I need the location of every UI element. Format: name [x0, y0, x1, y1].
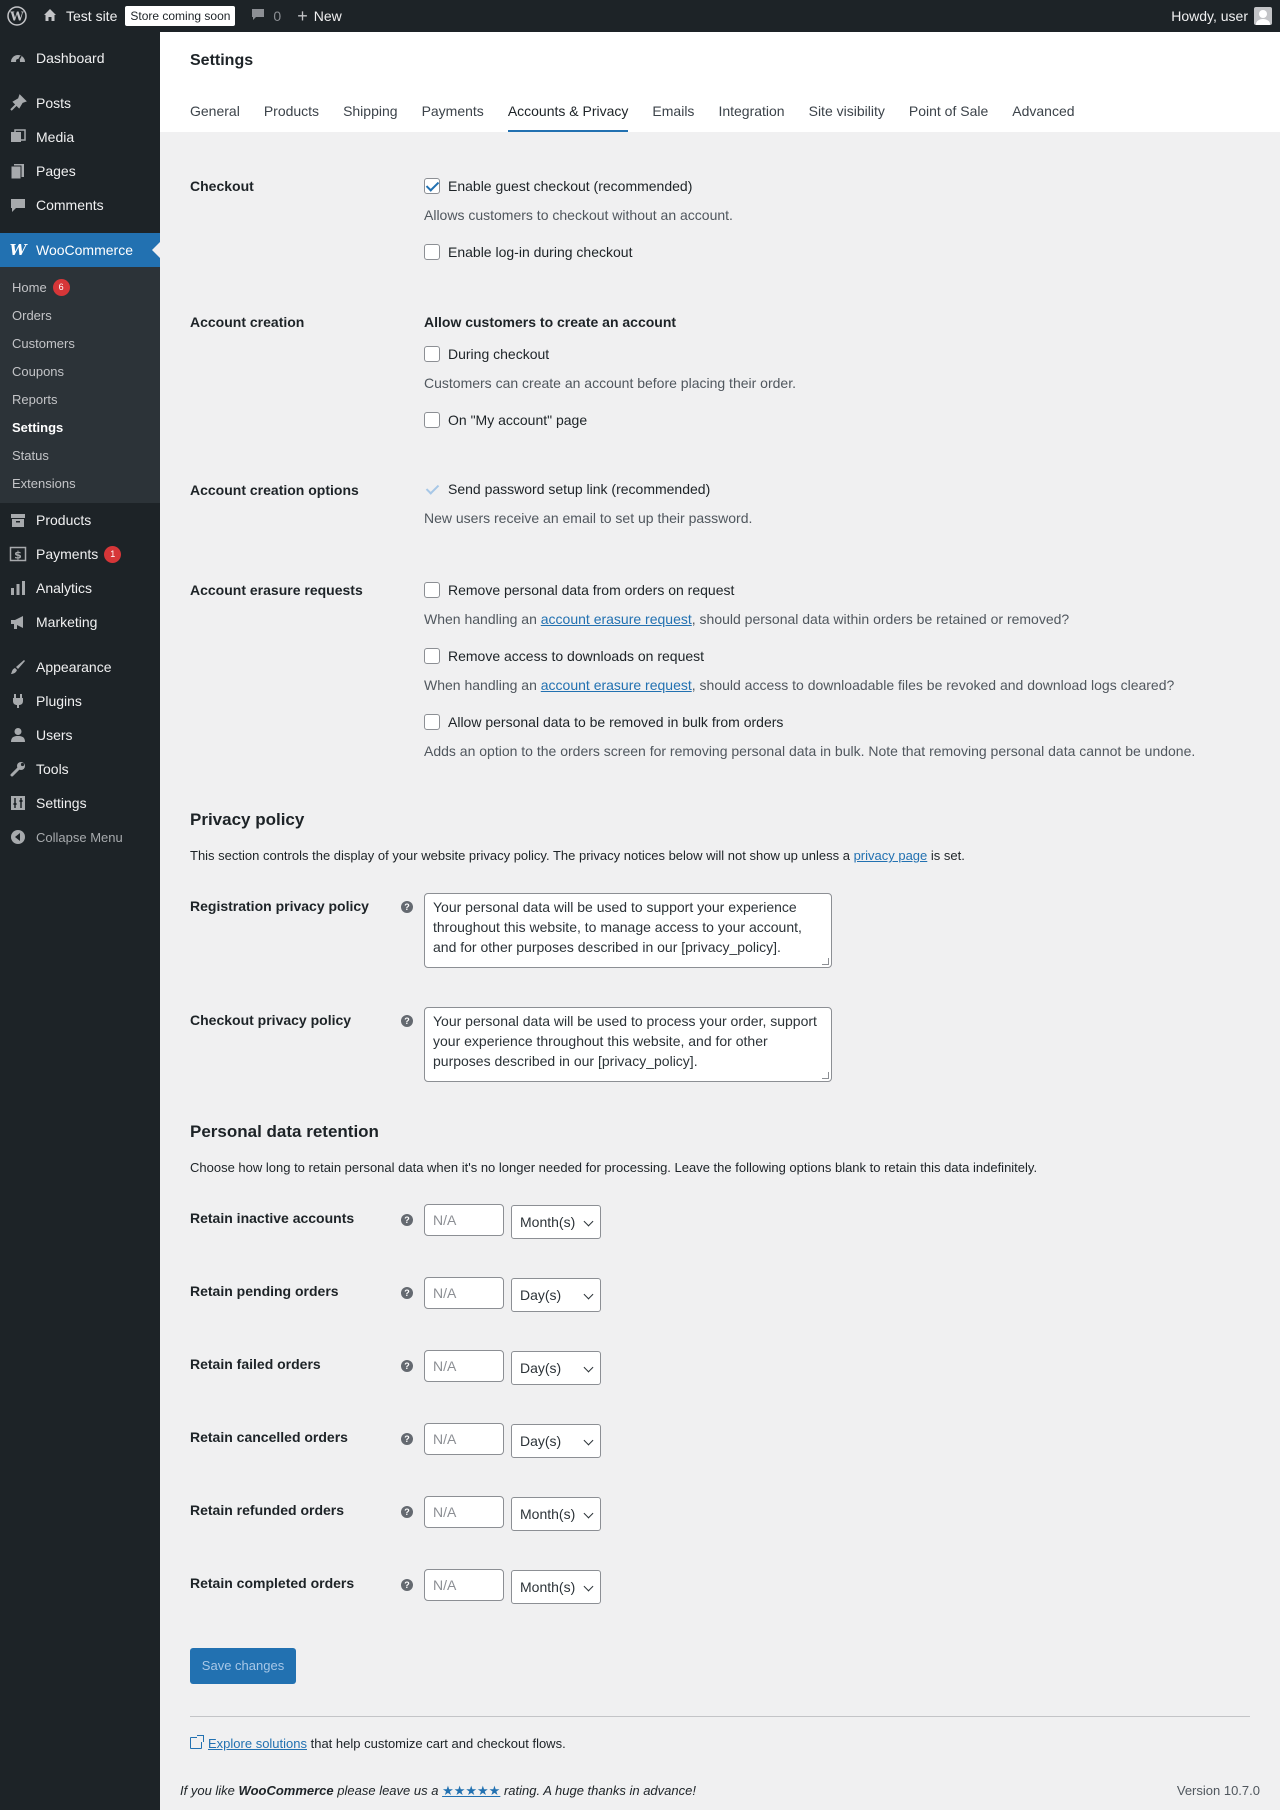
data-retention-description: Choose how long to retain personal data when it's no longer needed for processing. Leave the following options blank to retain this data indefinitely.: [190, 1160, 1038, 1175]
remove-personal-data-option[interactable]: Remove personal data from orders on request: [424, 580, 734, 600]
chevron-down-icon: [584, 1582, 594, 1592]
creation-options-label: Account creation options: [190, 482, 359, 498]
guest-checkout-description: Allows customers to checkout without an account.: [424, 207, 733, 223]
during-checkout-checkbox[interactable]: [424, 346, 440, 362]
rating-stars-link[interactable]: ★★★★★: [442, 1783, 501, 1798]
retain-inactive-accounts-unit-select[interactable]: Month(s): [511, 1205, 601, 1239]
submenu-item-reports[interactable]: Reports: [12, 391, 58, 407]
woocommerce-submenu: [0, 267, 160, 503]
retain-cancelled-orders-input[interactable]: N/A: [424, 1423, 504, 1455]
submenu-item-extensions[interactable]: Extensions: [12, 475, 76, 491]
chevron-down-icon: [584, 1290, 594, 1300]
submenu-item-home[interactable]: Home 6: [0, 273, 160, 301]
svg-text:W: W: [10, 9, 24, 24]
account-creation-label: Account creation: [190, 314, 305, 330]
tab-products[interactable]: Products: [263, 103, 320, 119]
sidebar-item-posts[interactable]: Posts: [0, 86, 160, 120]
guest-checkout-checkbox[interactable]: [424, 178, 440, 194]
store-coming-soon-badge[interactable]: Store coming soon: [125, 6, 235, 26]
sidebar-item-products[interactable]: Products: [0, 503, 160, 537]
send-password-link-checkbox: [424, 481, 440, 497]
sidebar-item-users[interactable]: Users: [0, 718, 160, 752]
settings-sliders-icon: [8, 793, 28, 813]
retain-pending-orders-input[interactable]: N/A: [424, 1277, 504, 1309]
help-question-icon[interactable]: ?: [401, 1579, 413, 1591]
media-icon: [8, 127, 28, 147]
help-question-icon[interactable]: ?: [401, 1433, 413, 1445]
divider: [190, 1716, 1250, 1717]
settings-tabs: [190, 100, 1099, 132]
remove-personal-data-checkbox[interactable]: [424, 582, 440, 598]
sidebar-item-plugins[interactable]: Plugins: [0, 684, 160, 718]
remove-downloads-checkbox[interactable]: [424, 648, 440, 664]
rating-footer: If you like WooCommerce please leave us a ★★★★★ rating. A huge thanks in advance!: [180, 1783, 696, 1798]
dashboard-icon: [8, 48, 28, 68]
tab-general[interactable]: General: [190, 103, 240, 119]
help-question-icon[interactable]: ?: [401, 901, 413, 913]
page-title: Settings: [190, 52, 254, 69]
account-erasure-request-link-2[interactable]: account erasure request: [540, 677, 692, 693]
during-checkout-description: Customers can create an account before placing their order.: [424, 375, 796, 391]
external-link-icon: [190, 1737, 202, 1749]
comments-icon: [8, 195, 28, 215]
send-password-link-description: New users receive an email to set up their password.: [424, 510, 753, 526]
during-checkout-option[interactable]: During checkout: [424, 344, 549, 364]
comments-link[interactable]: [243, 0, 289, 32]
help-question-icon[interactable]: ?: [401, 1506, 413, 1518]
login-checkout-option[interactable]: Enable log-in during checkout: [424, 242, 632, 262]
tab-site-visibility[interactable]: Site visibility: [808, 103, 885, 119]
tab-point-of-sale[interactable]: Point of Sale: [908, 103, 989, 119]
retain-completed-orders-unit-select[interactable]: Month(s): [511, 1570, 601, 1604]
help-question-icon[interactable]: ?: [401, 1360, 413, 1372]
home-icon: [42, 7, 58, 26]
tab-accounts-privacy[interactable]: Accounts & Privacy: [508, 100, 629, 132]
archive-icon: [8, 510, 28, 530]
chevron-down-icon: [584, 1509, 594, 1519]
payments-count-badge: 1: [104, 546, 121, 563]
retain-failed-orders-label: Retain failed orders: [190, 1356, 321, 1372]
data-retention-title: Personal data retention: [190, 1122, 379, 1141]
woocommerce-icon: W: [9, 241, 27, 259]
retain-inactive-accounts-label: Retain inactive accounts: [190, 1210, 355, 1226]
admin-bar: [0, 0, 1280, 32]
sidebar-item-media[interactable]: Media: [0, 120, 160, 154]
settings-header: [160, 32, 1280, 132]
help-question-icon[interactable]: ?: [401, 1015, 413, 1027]
help-question-icon[interactable]: ?: [401, 1214, 413, 1226]
retain-pending-orders-unit-select[interactable]: Day(s): [511, 1278, 601, 1312]
account-menu[interactable]: [1163, 0, 1280, 32]
retain-completed-orders-input[interactable]: N/A: [424, 1569, 504, 1601]
tab-shipping[interactable]: Shipping: [343, 103, 398, 119]
checkout-privacy-label: Checkout privacy policy: [190, 1012, 352, 1028]
new-label: New: [313, 8, 342, 24]
plug-icon: [8, 691, 28, 711]
submenu-item-orders[interactable]: Orders: [12, 307, 52, 323]
sidebar-item-payments[interactable]: $ Payments 1: [0, 537, 160, 571]
remove-downloads-option[interactable]: Remove access to downloads on request: [424, 646, 704, 666]
privacy-policy-description: This section controls the display of your website privacy policy. The privacy notices below will not show up unless a privacy page is set.: [190, 848, 965, 863]
account-creation-heading: Allow customers to create an account: [424, 314, 677, 330]
chevron-down-icon: [584, 1436, 594, 1446]
sidebar-item-woocommerce[interactable]: W WooCommerce: [0, 233, 160, 267]
brush-icon: [8, 657, 28, 677]
wrench-icon: [8, 759, 28, 779]
retain-pending-orders-label: Retain pending orders: [190, 1283, 339, 1299]
tab-integration[interactable]: Integration: [718, 103, 785, 119]
registration-privacy-textarea[interactable]: Your personal data will be used to support your experience throughout this website, to manage access to your account, and for other purposes described in our [privacy_policy].: [424, 893, 832, 968]
megaphone-icon: [8, 612, 28, 632]
erasure-label: Account erasure requests: [190, 582, 363, 598]
user-icon: [8, 725, 28, 745]
explore-solutions-link[interactable]: Explore solutions: [208, 1736, 307, 1751]
sidebar-item-tools[interactable]: Tools: [0, 752, 160, 786]
chevron-down-icon: [584, 1217, 594, 1227]
new-content-link[interactable]: [289, 0, 350, 32]
tab-payments[interactable]: Payments: [421, 103, 484, 119]
privacy-policy-title: Privacy policy: [190, 810, 305, 829]
pages-icon: [8, 161, 28, 181]
wordpress-logo-icon[interactable]: [0, 0, 34, 32]
admin-sidebar: [0, 32, 160, 1810]
retain-failed-orders-unit-select[interactable]: Day(s): [511, 1351, 601, 1385]
submenu-item-settings[interactable]: Settings: [12, 419, 64, 435]
collapse-menu-button[interactable]: Collapse Menu: [0, 820, 160, 854]
checkout-label: Checkout: [190, 178, 254, 194]
send-password-link-option: Send password setup link (recommended): [424, 479, 710, 499]
sidebar-item-dashboard[interactable]: Dashboard: [0, 41, 160, 75]
howdy-text: Howdy, user: [1171, 8, 1248, 24]
retain-cancelled-orders-unit-select[interactable]: Day(s): [511, 1424, 601, 1458]
tab-emails[interactable]: Emails: [652, 103, 695, 119]
sidebar-item-settings[interactable]: Settings: [0, 786, 160, 820]
explore-solutions-line: Explore solutions that help customize cart and checkout flows.: [190, 1736, 566, 1751]
tab-advanced[interactable]: Advanced: [1012, 103, 1075, 119]
my-account-checkbox[interactable]: [424, 412, 440, 428]
bulk-removal-option[interactable]: Allow personal data to be removed in bulk from orders: [424, 712, 783, 732]
retain-refunded-orders-input[interactable]: N/A: [424, 1496, 504, 1528]
checkout-privacy-textarea[interactable]: Your personal data will be used to process your order, support your experience throughout this website, and for other purposes described in our [privacy_policy].: [424, 1007, 832, 1082]
bar-chart-icon: [8, 578, 28, 598]
my-account-option[interactable]: On "My account" page: [424, 410, 587, 430]
avatar: [1254, 7, 1272, 25]
sidebar-item-marketing[interactable]: Marketing: [0, 605, 160, 639]
retain-refunded-orders-unit-select[interactable]: Month(s): [511, 1497, 601, 1531]
bulk-removal-description: Adds an option to the orders screen for removing personal data in bulk. Note that removing personal data cannot be undone.: [424, 743, 1196, 759]
site-name-link[interactable]: [34, 0, 243, 32]
submenu-item-status[interactable]: Status: [12, 447, 49, 463]
submenu-item-coupons[interactable]: Coupons: [12, 363, 65, 379]
help-question-icon[interactable]: ?: [401, 1287, 413, 1299]
submenu-item-customers[interactable]: Customers: [12, 335, 75, 351]
remove-personal-data-description: When handling an account erasure request, should personal data within orders be retained or removed?: [424, 611, 1070, 627]
comment-bubble-icon: [251, 8, 265, 25]
save-changes-button[interactable]: Save changes: [190, 1648, 296, 1684]
plus-icon: +: [297, 6, 308, 26]
sidebar-item-analytics[interactable]: Analytics: [0, 571, 160, 605]
bulk-removal-checkbox[interactable]: [424, 714, 440, 730]
sidebar-item-pages[interactable]: Pages: [0, 154, 160, 188]
registration-privacy-label: Registration privacy policy: [190, 898, 369, 914]
guest-checkout-option[interactable]: Enable guest checkout (recommended): [424, 176, 692, 196]
retain-cancelled-orders-label: Retain cancelled orders: [190, 1429, 348, 1445]
svg-text:$: $: [14, 548, 22, 562]
home-count-badge: 6: [53, 279, 70, 296]
privacy-page-link[interactable]: privacy page: [853, 848, 928, 863]
site-name: Test site: [66, 8, 118, 24]
version-text: Version 10.7.0: [1176, 1783, 1260, 1798]
comments-count: 0: [273, 8, 282, 24]
pin-icon: [8, 93, 28, 113]
account-erasure-request-link[interactable]: account erasure request: [540, 611, 692, 627]
collapse-arrow-icon: [8, 827, 28, 847]
retain-inactive-accounts-input[interactable]: N/A: [424, 1204, 504, 1236]
remove-downloads-description: When handling an account erasure request, should access to downloadable files be revoked and download logs cleared?: [424, 677, 1175, 693]
dollar-icon: [8, 544, 28, 564]
login-checkout-checkbox[interactable]: [424, 244, 440, 260]
retain-completed-orders-label: Retain completed orders: [190, 1575, 355, 1591]
sidebar-item-comments[interactable]: Comments: [0, 188, 160, 222]
retain-failed-orders-input[interactable]: N/A: [424, 1350, 504, 1382]
chevron-down-icon: [584, 1363, 594, 1373]
sidebar-item-appearance[interactable]: Appearance: [0, 650, 160, 684]
retain-refunded-orders-label: Retain refunded orders: [190, 1502, 345, 1518]
